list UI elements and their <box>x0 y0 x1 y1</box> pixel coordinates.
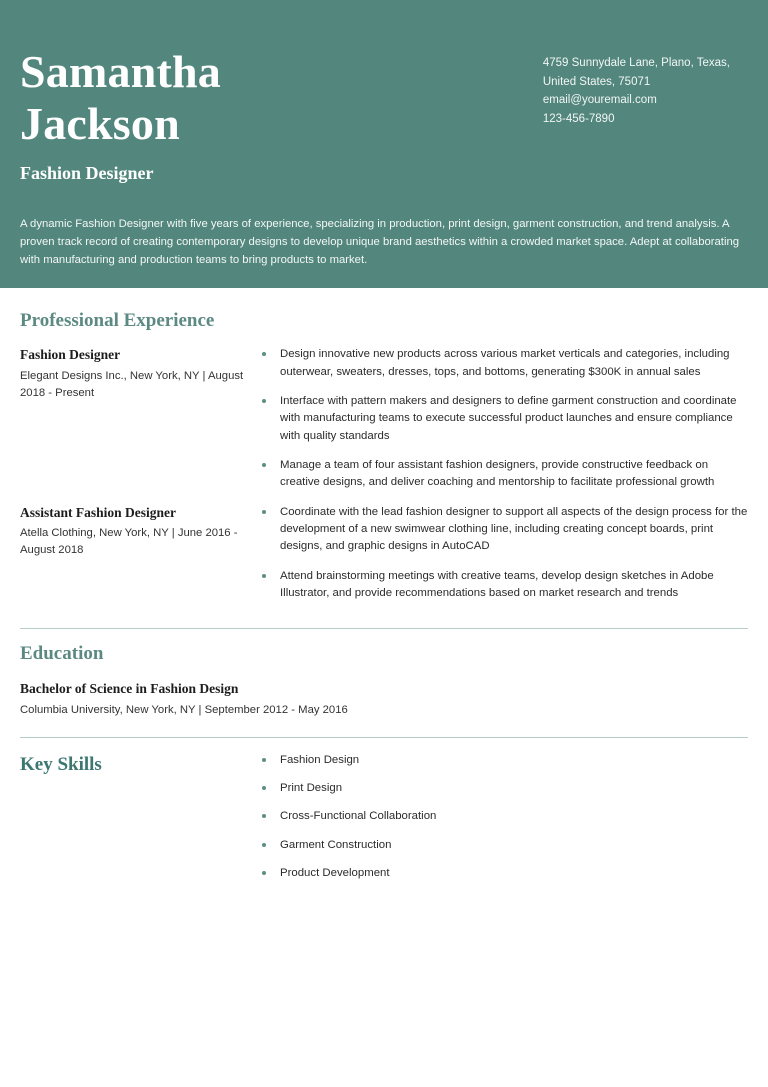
bullet-item: Attend brainstorming meetings with creative teams, develop design sketches in Adobe Illustrator, and provide recommendations based on market research and trends <box>258 568 748 603</box>
section-heading-experience: Professional Experience <box>20 309 215 331</box>
resume-body <box>0 288 768 894</box>
header-top-row <box>20 46 748 185</box>
identity-block <box>20 46 221 185</box>
section-professional-experience <box>20 310 748 615</box>
bullet-item: Interface with pattern makers and designers to define garment construction and coordinate with manufacturing teams to execute successful product launches and ensure compliance with quality standards <box>258 393 748 445</box>
experience-entry-1 <box>20 346 748 503</box>
experience-entry-2-bullet-list <box>258 504 748 603</box>
candidate-job-title: Fashion Designer <box>20 163 154 184</box>
first-name: Samantha <box>20 46 221 97</box>
contact-email[interactable]: email@youremail.com <box>542 94 657 107</box>
section-key-skills <box>20 752 748 894</box>
key-skills-heading-column <box>20 752 258 791</box>
education-entry-1-school-dates: Columbia University, New York, NY | September 2012 - May 2016 <box>20 703 348 716</box>
key-skills-list-column <box>258 752 748 894</box>
professional-summary: A dynamic Fashion Designer with five years of experience, specializing in production, print design, garment construction, and trend analysis. A proven track record of creating contemporary designs to develop unique brand aesthetics within a crowded market space. Adept at collaborating with manufacturing and production teams to bring products to market. <box>20 217 740 267</box>
section-education <box>20 643 748 718</box>
experience-entry-1-bullets-column <box>258 346 748 503</box>
bullet-item: Manage a team of four assistant fashion designers, provide constructive feedback on creative designs, and deliver coaching and mentorship to facilitate professional growth <box>258 457 748 492</box>
contact-phone[interactable]: 123-456-7890 <box>542 112 615 125</box>
experience-entry-2 <box>20 504 748 615</box>
last-name: Jackson <box>20 97 180 149</box>
skill-item: Cross-Functional Collaboration <box>258 808 748 825</box>
divider-above-key-skills <box>20 737 748 738</box>
experience-entry-2-company-dates: Atella Clothing, New York, NY | June 2016 - August 2018 <box>20 527 238 557</box>
divider-above-education <box>20 628 748 629</box>
experience-entry-2-title: Assistant Fashion Designer <box>20 504 177 520</box>
bullet-item: Design innovative new products across various market verticals and categories, including outerwear, sweaters, dresses, tops, and bottoms, generating $300K in annual sales <box>258 346 748 381</box>
education-entry-1 <box>20 680 748 718</box>
experience-entry-2-bullets-column <box>258 504 748 615</box>
candidate-name <box>20 46 221 149</box>
contact-block <box>543 46 730 129</box>
resume-header-band <box>0 0 768 288</box>
key-skills-list <box>258 752 748 883</box>
bullet-item: Coordinate with the lead fashion designer to support all aspects of the design process for the development of a new swimwear clothing line, including creating concept boards, print designs, and graphic designs in AutoCAD <box>258 504 748 556</box>
contact-address-line-1: 4759 Sunnydale Lane, Plano, Texas, <box>542 57 730 69</box>
experience-entry-2-meta-column <box>20 504 258 559</box>
experience-entry-1-company-dates: Elegant Designs Inc., New York, NY | August 2018 - Present <box>20 369 244 399</box>
skill-item: Print Design <box>258 780 748 797</box>
section-heading-education: Education <box>20 643 104 665</box>
skill-item: Garment Construction <box>258 837 748 854</box>
experience-entry-1-title: Fashion Designer <box>20 347 121 363</box>
skill-item: Product Development <box>258 865 748 882</box>
experience-entry-1-bullet-list <box>258 346 748 491</box>
experience-entry-1-meta-column <box>20 346 258 401</box>
section-heading-key-skills: Key Skills <box>20 753 102 775</box>
contact-address-line-2: United States, 75071 <box>542 75 651 88</box>
education-entry-1-degree: Bachelor of Science in Fashion Design <box>20 681 239 697</box>
skill-item: Fashion Design <box>258 752 748 769</box>
